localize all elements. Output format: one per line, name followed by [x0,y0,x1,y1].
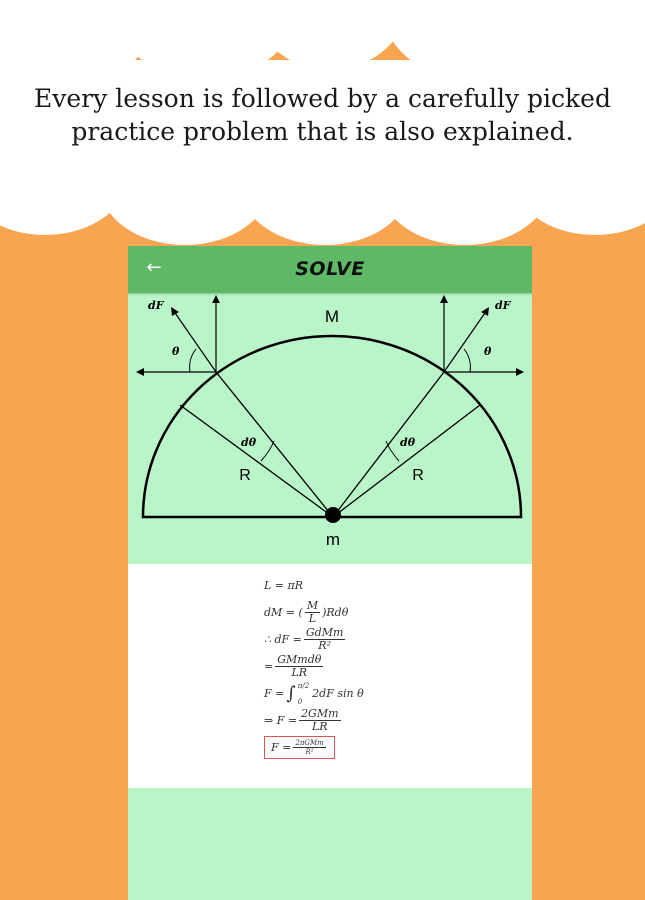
equation-7-answer [264,734,464,761]
caption-line-1: Every lesson is followed by a carefully picked [34,84,611,113]
problem-diagram [128,293,532,563]
label-dtheta-left: dθ [241,436,257,449]
label-dtheta-right: dθ [400,436,416,449]
label-m: m [325,530,341,549]
label-dF-left: dF [148,299,164,312]
app-screen [128,246,532,900]
caption-line-2: practice problem that is also explained. [71,117,574,146]
caption-text [0,82,645,148]
page-title: SOLVE [295,258,365,280]
label-R-right: R [412,467,424,484]
label-M: M [324,307,340,326]
solution-panel [128,564,532,788]
semicircle-shape [143,336,521,517]
label-theta-right: θ [484,345,492,358]
equation-5: F = ∫ π/2 0 2dF sin θ [264,681,364,706]
solution-equations [264,572,464,761]
arrow-left-icon[interactable]: ← [146,257,162,278]
label-R-left: R [239,467,251,484]
equation-4: = $\frac{\text{GMmdθ}}{LR}$ [264,653,322,679]
equation-1: L = πR [264,579,304,592]
equation-6: ⇒ F = $\frac{\text{2GMm}}{LR}$ [264,707,339,733]
equation-3: ∴ dF = $\frac{\text{GdMm}}{\text{R²}}$ [264,626,344,652]
equation-2: dM = ( $\frac{M}{L}$ )Rdθ [264,599,349,625]
toolbar [128,246,532,293]
label-theta-left: θ [172,345,180,358]
label-dF-right: dF [495,299,511,312]
answer-box: F = $\frac{\text{2πGMm}}{\text{R²}}$ [264,736,335,759]
point-mass-m [325,507,341,523]
